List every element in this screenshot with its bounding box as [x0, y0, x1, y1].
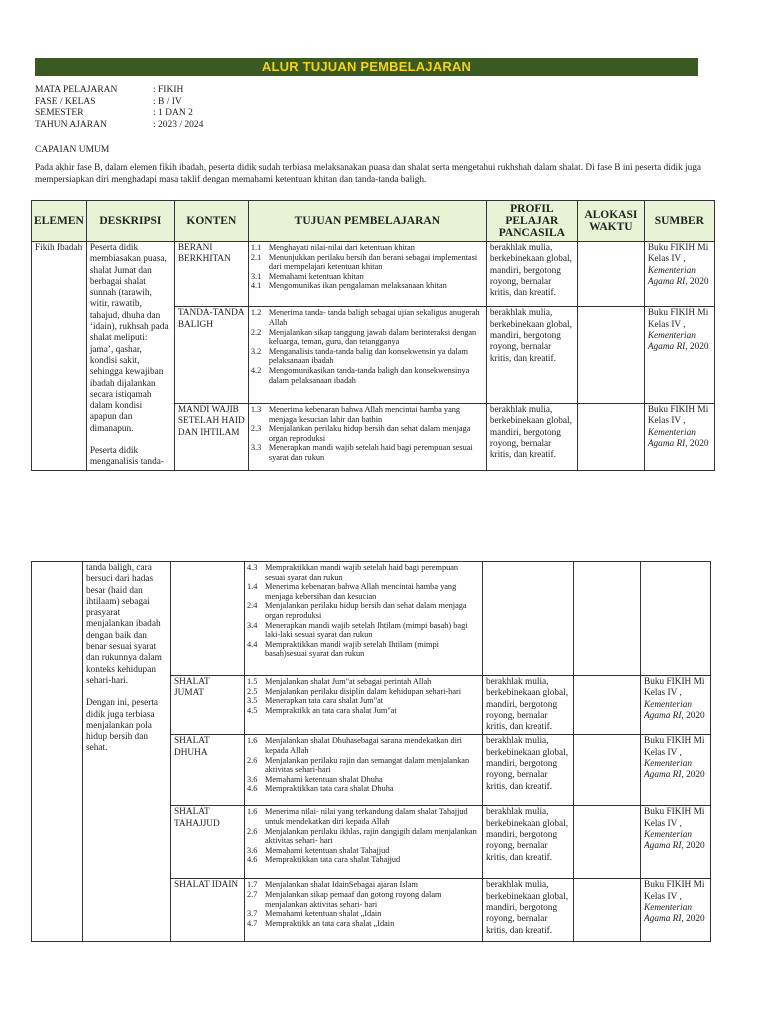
tujuan-number: 3.7	[247, 909, 258, 919]
profil-cell: berakhlak mulia, berkebinekaan global, mandiri, bergotong royong, bernalar kritis, dan kreatif.	[486, 307, 577, 404]
sumber-cell	[644, 404, 714, 471]
tujuan-item	[251, 347, 484, 366]
atp-table-page-1	[31, 200, 715, 471]
header-alokasi: ALOKASI WAKTU	[577, 201, 644, 242]
tujuan-text: Menjalankan sikap pemaaf dan gotong royong dalam menjalankan aktivitas sehari- hari	[265, 890, 442, 909]
tujuan-number: 4.7	[247, 918, 258, 928]
tujuan-text: Menerima nilai- nilai yang terkandung dalam shalat Tahajjud untuk mendekatkan diri kepada Allah	[265, 807, 468, 827]
sumber-line2: Kementerian Agama RI	[644, 830, 693, 852]
tujuan-number: 4.2	[250, 366, 262, 376]
sumber-line1: Buku FIKIH Mi Kelas IV ,	[644, 677, 705, 699]
konten-cell	[171, 562, 245, 676]
tujuan-text: Menghayati nilai-nilai dari ketentuan khitan	[268, 243, 415, 252]
tujuan-item	[251, 424, 484, 443]
tujuan-cell	[248, 307, 486, 404]
sumber-cell	[641, 676, 711, 735]
sumber-cell	[641, 735, 711, 806]
tujuan-number: 1.4	[247, 582, 258, 592]
tujuan-item	[247, 601, 480, 620]
profil-cell	[483, 562, 574, 676]
sumber-line2: Kementerian Agama RI	[644, 699, 693, 721]
meta-row	[35, 120, 203, 132]
meta-label: FASE / KELAS	[35, 96, 96, 107]
konten-cell: TANDA-TANDA BALIGH	[174, 307, 248, 404]
deskripsi-paragraph: tanda baligh, cara bersuci dari hadas besar (haid dan ihtilaam) sebagai prasyarat menjalankan ibadah dengan baik dan benar sesuai syarat dan rukunnya dalam konteks kehidupan sehari-hari.	[86, 563, 162, 686]
tujuan-text: Menganalisis tanda-tanda balig dan konsekwensin ya dalam pelaksanaan ibadah	[268, 346, 468, 366]
tujuan-item	[251, 272, 484, 282]
tujuan-text: Menjalankan shalat Jum"at sebagai perintah Allah	[265, 677, 432, 686]
profil-cell: berakhlak mulia, berkebinekaan global, mandiri, bergotong royong, bernalar kritis, dan kreatif.	[483, 879, 574, 942]
sumber-line1: Buku FIKIH Mi Kelas IV ,	[644, 807, 705, 829]
tujuan-text: Menerima kebenaran bahwa Allah mencintai hamba yang menjaga kesucian lahir dan bathin	[268, 405, 461, 424]
tujuan-number: 2.2	[250, 327, 262, 337]
tujuan-text: Menjalankan perilaku hidup bersih dan sehat dalam menjaga organ reproduksi	[268, 424, 471, 443]
tujuan-item	[251, 405, 484, 424]
tujuan-number: 3.4	[247, 620, 258, 630]
alokasi-cell	[574, 676, 641, 735]
profil-cell: berakhlak mulia, berkebinekaan global, mandiri, bergotong royong, bernalar kritis, dan kreatif.	[483, 806, 574, 879]
meta-row	[35, 85, 203, 97]
deskripsi-cell	[86, 242, 174, 471]
header-elemen: ELEMEN	[32, 201, 87, 242]
tujuan-number: 4.5	[247, 705, 258, 715]
tujuan-text: Mempraktikk an tata cara shalat „Idain	[265, 918, 395, 928]
konten-cell: SHALAT TAHAJJUD	[171, 806, 245, 879]
tujuan-number: 2.7	[247, 890, 258, 900]
tujuan-number: 3.1	[250, 271, 262, 281]
profil-cell: berakhlak mulia, berkebinekaan global, mandiri, bergotong royong, bernalar kritis, dan kreatif.	[483, 735, 574, 806]
tujuan-number: 2.3	[250, 424, 262, 434]
tujuan-cell	[245, 806, 483, 879]
tujuan-item	[251, 253, 484, 272]
tujuan-number: 4.6	[247, 855, 258, 865]
meta-label: MATA PELAJARAN	[35, 85, 118, 95]
sumber-cell	[644, 307, 714, 404]
sumber-cell	[641, 562, 711, 676]
tujuan-text: Memahami ketentuan khitan	[268, 271, 364, 281]
tujuan-text: Mempraktikkan mandi wajib setelah haid bagi perempuan sesuai syarat dan rukun	[265, 563, 459, 582]
meta-label: SEMESTER	[35, 108, 84, 118]
tujuan-number: 1.7	[247, 880, 258, 890]
sumber-line2: Kementerian Agama RI	[647, 427, 696, 449]
profil-cell: berakhlak mulia, berkebinekaan global, mandiri, bergotong royong, bernalar kritis, dan kreatif.	[483, 676, 574, 735]
sumber-line3: , 2020	[681, 914, 705, 925]
meta-info	[35, 85, 203, 131]
sumber-line1: Buku FIKIH Mi Kelas IV ,	[647, 308, 709, 330]
tujuan-item	[247, 807, 480, 826]
tujuan-number: 4.4	[247, 639, 258, 649]
tujuan-text: Menjalankan perilaku hidup bersih dan sehat dalam menjaga organ reproduksi	[265, 601, 467, 620]
tujuan-item	[251, 328, 484, 347]
sumber-line3: , 2020	[681, 710, 705, 721]
alokasi-cell	[574, 879, 641, 942]
tujuan-number: 2.5	[247, 686, 258, 696]
tujuan-item	[247, 890, 480, 909]
konten-cell: BERANI BERKHITAN	[174, 242, 248, 307]
sumber-line3: , 2020	[685, 342, 709, 353]
tujuan-item	[247, 846, 480, 856]
sumber-line1: Buku FIKIH Mi Kelas IV ,	[647, 243, 709, 265]
table-row	[32, 242, 715, 307]
tujuan-number: 4.3	[247, 563, 258, 572]
tujuan-text: Mempraktikkan tata cara shalat Dhuha	[265, 784, 394, 794]
tujuan-text: Menjalankan sikap tanggung jawab dalam berinteraksi dengan keluarga, teman, guru, dan tetangganya	[268, 327, 477, 347]
sumber-line1: Buku FIKIH Mi Kelas IV ,	[647, 405, 709, 427]
tujuan-text: Menjalankan shalat Dhuhasebagai sarana mendekatkan diri kepada Allah	[265, 736, 462, 756]
tujuan-text: Memahami ketentuan shalat „Idain	[265, 909, 382, 919]
tujuan-text: Menerapkan mandi wajib setelah haid bagi perempuan sesuai syarat dan rukun	[268, 443, 473, 463]
tujuan-number: 3.6	[247, 774, 258, 784]
tujuan-item	[247, 696, 480, 706]
tujuan-text: Mempraktikk an tata cara shalat Jum"at	[265, 705, 397, 715]
tujuan-number: 2.4	[247, 601, 258, 611]
deskripsi-cell	[83, 562, 171, 942]
alokasi-cell	[574, 562, 641, 676]
tujuan-item	[251, 281, 484, 291]
tujuan-item	[251, 243, 484, 253]
sumber-line2: Kementerian Agama RI	[647, 265, 696, 287]
sumber-line2: Kementerian Agama RI	[644, 903, 693, 925]
sumber-line2: Kementerian Agama RI	[647, 331, 696, 353]
tujuan-cell	[245, 735, 483, 806]
profil-cell: berakhlak mulia, berkebinekaan global, mandiri, bergotong royong, bernalar kritis, dan kreatif.	[486, 242, 577, 307]
tujuan-text: Menerapkan tata cara shalat Jum"at	[265, 696, 384, 706]
elemen-cell: Fikih Ibadah	[32, 242, 87, 471]
tujuan-item	[247, 880, 480, 890]
tujuan-text: Menerapkan mandi wajib setelah Ihtilam (mimpi basah) bagi laki-laki sesuai syarat dan rukun	[265, 620, 468, 640]
alokasi-cell	[577, 242, 644, 307]
alokasi-cell	[577, 404, 644, 471]
header-tujuan: TUJUAN PEMBELAJARAN	[248, 201, 486, 242]
tujuan-text: Mempraktikkan tata cara shalat Tahajjud	[265, 855, 401, 865]
tujuan-item	[247, 775, 480, 785]
tujuan-text: Menjalankan shalat IdainSebagai ajaran Islam	[265, 880, 418, 890]
page-title-banner: ALUR TUJUAN PEMBELAJARAN	[35, 58, 698, 76]
konten-cell: SHALAT IDAIN	[171, 879, 245, 942]
tujuan-text: Menunjukkan perilaku bersih dan berani sebagai implementasi dari mempelajari ketentuan khitan	[268, 252, 478, 272]
meta-value: : FIKIH	[153, 85, 184, 95]
tujuan-number: 1.6	[247, 736, 258, 746]
tujuan-item	[251, 366, 484, 385]
tujuan-number: 1.1	[250, 243, 262, 252]
sumber-line3: , 2020	[681, 770, 705, 781]
tujuan-text: Menerima tanda- tanda baligh sebagai ujian sekaligus anugerah Allah	[268, 308, 480, 328]
tujuan-item	[247, 677, 480, 687]
tujuan-item	[251, 308, 484, 327]
tujuan-number: 3.2	[250, 346, 262, 356]
tujuan-text: Memahami ketentuan shalat Dhuha	[265, 774, 383, 784]
meta-row	[35, 97, 203, 109]
deskripsi-paragraph: Peserta didik membiasakan puasa, shalat Jumat dan berbagai shalat sunnah (tarawih, witir, rawatib, tahajud, dhuha dan ‘idain), rukhsah pada shalat meliputi: jama’, qashar, kondisi sakit, sehingga kewajiban ibadah dijalankan secara istiqamah dalam kondisi apapun dan dimanapun.	[89, 243, 169, 434]
tujuan-number: 2.6	[247, 755, 258, 765]
tujuan-number: 1.2	[250, 308, 262, 318]
tujuan-number: 1.3	[250, 405, 262, 415]
tujuan-number: 4.1	[250, 281, 262, 291]
tujuan-text: Memahami ketentuan shalat Tahajjud	[265, 845, 390, 855]
tujuan-text: Mengomunikasikan tanda-tanda baligh dan konsekwensinya dalam pelaksanaan ibadah	[268, 366, 470, 385]
header-deskripsi: DESKRIPSI	[86, 201, 174, 242]
tujuan-item	[247, 909, 480, 919]
table-row	[32, 562, 711, 676]
tujuan-item	[247, 784, 480, 794]
tujuan-item	[247, 706, 480, 716]
tujuan-cell	[245, 562, 483, 676]
tujuan-item	[247, 827, 480, 846]
deskripsi-paragraph: Peserta didik menganalisis tanda-	[89, 446, 164, 468]
tujuan-text: Mengomunikas ikan pengalaman melaksanaan khitan	[268, 281, 447, 291]
tujuan-text: Menjalankan perilaku ikhlas, rajin dangigih dalam menjalankan aktivitas sehari- hari	[265, 826, 477, 846]
tujuan-cell	[245, 676, 483, 735]
alokasi-cell	[574, 735, 641, 806]
atp-table-page-2	[31, 561, 711, 942]
tujuan-number: 4.6	[247, 784, 258, 794]
tujuan-text: Menjalankan perilaku disiplin dalam kehidupan sehari-hari	[265, 686, 462, 696]
tujuan-item	[247, 563, 480, 582]
capaian-text: Pada akhir fase B, dalam elemen fikih ibadah, peserta didik sudah terbiasa melaksanakan puasa dan shalat serta mengetahui rukhshah dalam shalat. Di fase B ini peserta didik juga mempersiapkan diri menghadapi masa taklif dengan memahami ketentuan khitan dan tanda-tanda baligh.	[35, 163, 702, 185]
tujuan-item	[251, 443, 484, 462]
tujuan-cell	[248, 242, 486, 307]
tujuan-cell	[248, 404, 486, 471]
header-konten: KONTEN	[174, 201, 248, 242]
tujuan-text: Menerima kebenaran bahwa Allah mencintai hamba yang menjaga kebersihan dan kesucian	[265, 582, 457, 601]
tujuan-text: Menjalankan perilaku rajin dan semangat dalam menjalankan aktivitas sehari-hari	[265, 755, 470, 775]
tujuan-cell	[245, 879, 483, 942]
sumber-line1: Buku FIKIH Mi Kelas IV ,	[644, 736, 705, 758]
sumber-line2: Kementerian Agama RI	[644, 759, 693, 781]
tujuan-item	[247, 919, 480, 929]
header-profil: PROFIL PELAJAR PANCASILA	[486, 201, 577, 242]
sumber-line3: , 2020	[681, 841, 705, 852]
tujuan-number: 3.5	[247, 696, 258, 706]
konten-cell: SHALAT JUMAT	[171, 676, 245, 735]
capaian-title: CAPAIAN UMUM	[35, 145, 110, 155]
meta-row	[35, 108, 203, 120]
tujuan-number: 1.5	[247, 677, 258, 686]
elemen-cell	[32, 562, 83, 942]
tujuan-item	[247, 736, 480, 755]
sumber-line3: , 2020	[685, 439, 709, 449]
sumber-line1: Buku FIKIH Mi Kelas IV ,	[644, 880, 705, 902]
alokasi-cell	[574, 806, 641, 879]
konten-cell: MANDI WAJIB SETELAH HAID DAN IHTILAM	[174, 404, 248, 471]
header-sumber: SUMBER	[644, 201, 714, 242]
tujuan-number: 2.1	[250, 252, 262, 262]
sumber-cell	[641, 806, 711, 879]
konten-cell: SHALAT DHUHA	[171, 735, 245, 806]
profil-cell: berakhlak mulia, berkebinekaan global, mandiri, bergotong royong, bernalar kritis, dan kreatif.	[486, 404, 577, 471]
meta-value: : 1 DAN 2	[153, 108, 193, 118]
tujuan-item	[247, 756, 480, 775]
tujuan-item	[247, 582, 480, 601]
sumber-cell	[641, 879, 711, 942]
tujuan-item	[247, 621, 480, 640]
tujuan-item	[247, 855, 480, 865]
tujuan-number: 3.6	[247, 845, 258, 855]
deskripsi-gap	[86, 687, 167, 698]
deskripsi-paragraph: Dengan ini, peserta didik juga terbiasa menjalankan pola hidup bersih dan sehat.	[86, 698, 159, 754]
meta-label: TAHUN AJARAN	[35, 119, 107, 130]
tujuan-item	[247, 687, 480, 697]
tujuan-number: 2.6	[247, 826, 258, 836]
deskripsi-gap	[90, 435, 171, 446]
sumber-cell	[644, 242, 714, 307]
tujuan-text: Mempraktikkan mandi wajib setelah Ihtilam (mimpi basah)sesuai syarat dan rukun	[265, 639, 439, 659]
meta-value: : B / IV	[153, 96, 182, 107]
sumber-line3: , 2020	[685, 276, 709, 287]
meta-value: : 2023 / 2024	[153, 119, 204, 130]
tujuan-number: 3.3	[250, 443, 262, 453]
alokasi-cell	[577, 307, 644, 404]
tujuan-number: 1.6	[247, 807, 258, 817]
tujuan-item	[247, 640, 480, 659]
